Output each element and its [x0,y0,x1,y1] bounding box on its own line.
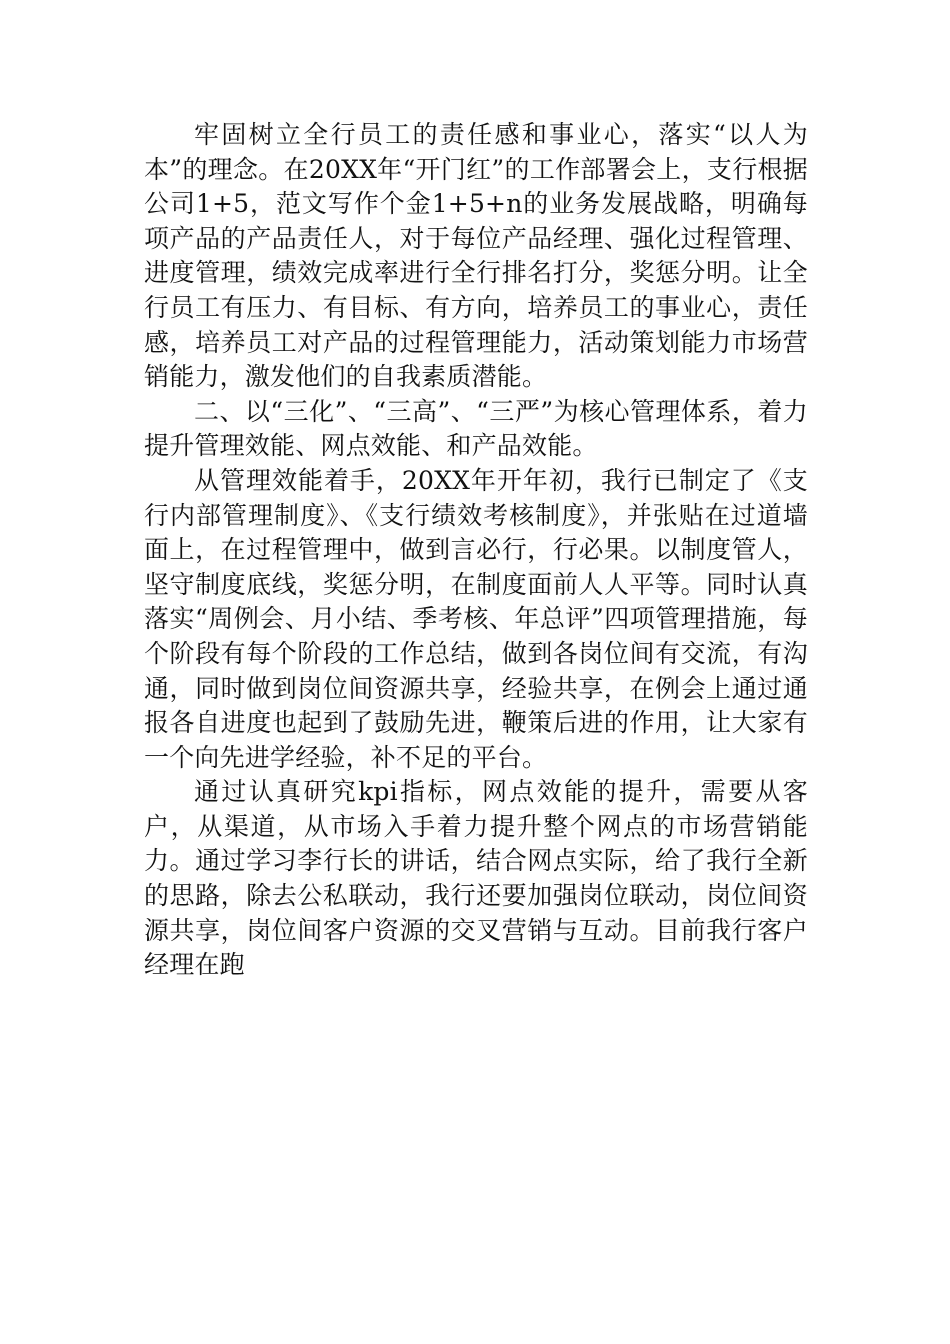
document-body [144,118,808,983]
paragraph-responsibility: 牢固树立全行员工的责任感和事业心，落实“以人为本”的理念。在20XX年“开门红”的工作部署会上，支行根据公司1+5，范文写作个金1+5+n的业务发展战略，明确每项产品的产品责任人，对于每位产品经理、强化过程管理、进度管理，绩效完成率进行全行排名打分，奖惩分明。让全行员工有压力、有目标、有方向，培养员工的事业心，责任感，培养员工对产品的过程管理能力，活动策划能力市场营销能力，激发他们的自我素质潜能。 [144,120,808,392]
paragraph-management-efficiency: 从管理效能着手，20XX年开年初，我行已制定了《支行内部管理制度》、《支行绩效考核制度》，并张贴在过道墙面上，在过程管理中，做到言必行，行必果。以制度管人，坚守制度底线，奖惩分明，在制度面前人人平等。同时认真落实“周例会、月小结、季考核、年总评”四项管理措施，每个阶段有每个阶段的工作总结，做到各岗位间有交流，有沟通，同时做到岗位间资源共享，经验共享，在例会上通过通报各自进度也起到了鼓励先进，鞭策后进的作用，让大家有一个向先进学经验，补不足的平台。 [144,465,808,772]
section-heading-management-system: 二、以“三化”、“三高”、“三严”为核心管理体系，着力提升管理效能、网点效能、和产品效能。 [144,396,808,461]
paragraph-outlet-efficiency: 通过认真研究kpi指标，网点效能的提升，需要从客户，从渠道，从市场入手着力提升整个网点的市场营销能力。通过学习李行长的讲话，结合网点实际，给了我行全新的思路，除去公私联动，我行还要加强岗位联动，岗位间资源共享，岗位间客户资源的交叉营销与互动。目前我行客户经理在跑 [144,777,808,980]
